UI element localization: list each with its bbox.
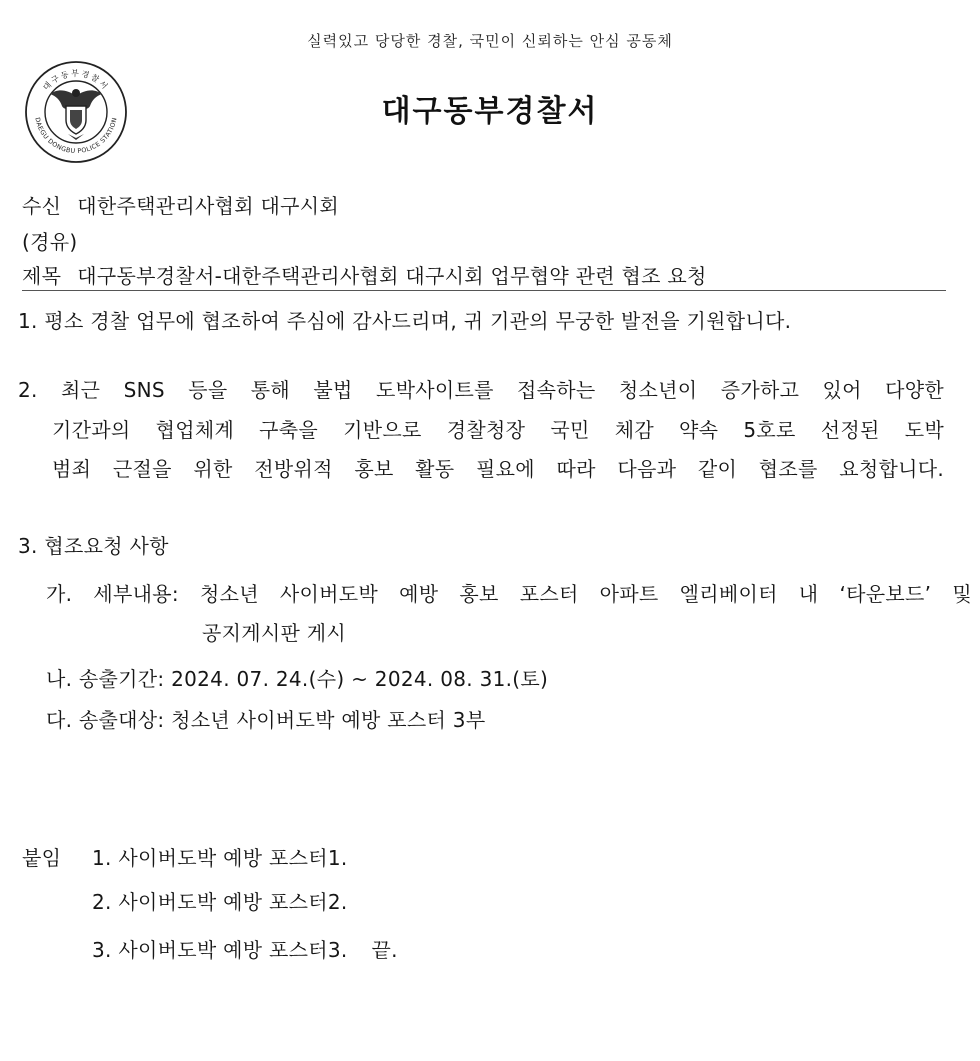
header-divider	[22, 290, 946, 291]
attachment-item-3	[92, 934, 398, 963]
item-ga-line-1: 가. 세부내용: 청소년 사이버도박 예방 홍보 포스터 아파트 엘리베이터 내 ‘타운보드’ 및	[46, 582, 972, 606]
emblem-top-text: 대구동부경찰서	[41, 69, 111, 93]
paragraph-2-line-2: 기간과의 협업체계 구축을 기반으로 경찰청장 국민 체감 약속 5호로 선정된 도박	[52, 418, 945, 442]
paragraph-1: 1. 평소 경찰 업무에 협조하여 주심에 감사드리며, 귀 기관의 무궁한 발전을 기원합니다.	[18, 309, 792, 333]
emblem-bottom-text: DAEGU DONGBU POLICE STATION	[33, 116, 119, 156]
paragraph-2-line-1: 2. 최근 SNS 등을 통해 불법 도박사이트를 접속하는 청소년이 증가하고 있어 다양한	[18, 378, 944, 402]
recipient-label: 수신	[22, 194, 62, 218]
end-mark: 끝.	[371, 938, 398, 962]
paragraph-2-line-3: 범죄 근절을 위한 전방위적 홍보 활동 필요에 따라 다음과 같이 협조를 요청합니다.	[52, 457, 944, 481]
item-na: 나. 송출기간: 2024. 07. 24.(수) ~ 2024. 08. 31.(토)	[46, 667, 549, 691]
organization-title: 대구동부경찰서	[381, 94, 599, 129]
paragraph-3-heading: 3. 협조요청 사항	[18, 534, 169, 558]
item-da: 다. 송출대상: 청소년 사이버도박 예방 포스터 3부	[46, 708, 486, 732]
recipient-value: 대한주택관리사협회 대구시회	[77, 194, 339, 218]
recipient-line	[22, 190, 339, 219]
subject-line	[22, 260, 707, 289]
via-line: (경유)	[22, 230, 78, 254]
subject-label: 제목	[22, 264, 62, 288]
attachment-item-2: 2. 사이버도박 예방 포스터2.	[92, 890, 348, 914]
subject-value: 대구동부경찰서-대한주택관리사협회 대구시회 업무협약 관련 협조 요청	[77, 264, 707, 288]
attachment-label: 붙임	[22, 846, 62, 870]
item-ga-line-2: 공지게시판 게시	[202, 621, 346, 645]
attachment-item-1: 1. 사이버도박 예방 포스터1.	[92, 846, 348, 870]
attachment-item-3-text: 3. 사이버도박 예방 포스터3.	[92, 938, 348, 962]
slogan: 실력있고 당당한 경찰, 국민이 신뢰하는 안심 공동체	[307, 32, 673, 50]
